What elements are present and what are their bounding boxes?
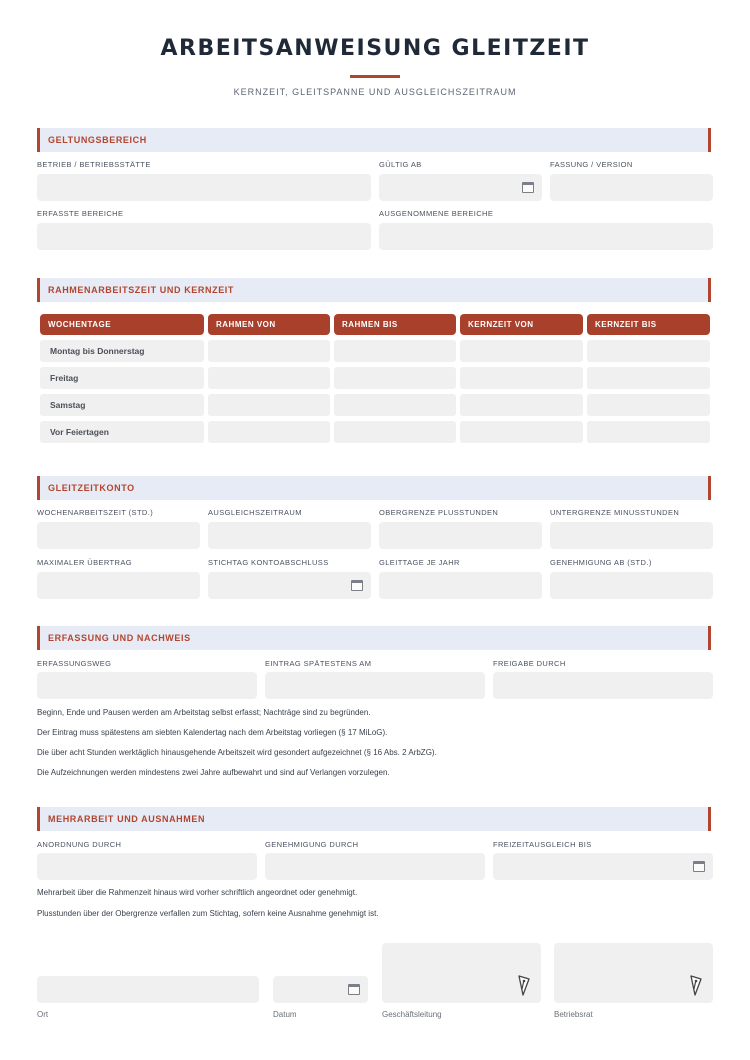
column-header-kernzeit-von: KERNZEIT VON — [460, 314, 583, 335]
fassung-field[interactable] — [550, 174, 713, 201]
label-freigabe-durch: FREIGABE DURCH — [493, 659, 566, 668]
label-betrieb: BETRIEB / BETRIEBSSTÄTTE — [37, 160, 151, 169]
ausgleichszeitraum-field[interactable] — [208, 522, 371, 549]
calendar-icon[interactable] — [351, 580, 363, 591]
maximaler-uebertrag-field[interactable] — [37, 572, 200, 599]
section-header-rahmenarbeitszeit — [37, 278, 711, 302]
section-header-geltungsbereich — [37, 128, 711, 152]
ort-field[interactable] — [37, 976, 259, 1003]
signature-label-betriebsrat: Betriebsrat — [554, 1010, 593, 1019]
label-anordnung-durch: ANORDNUNG DURCH — [37, 840, 122, 849]
signature-label-geschaeftsleitung: Geschäftsleitung — [382, 1010, 442, 1019]
label-untergrenze: UNTERGRENZE MINUSSTUNDEN — [550, 508, 680, 517]
genehmigung-durch-field[interactable] — [265, 853, 485, 880]
calendar-icon[interactable] — [348, 984, 360, 995]
table-cell[interactable] — [208, 340, 330, 362]
table-cell[interactable] — [208, 394, 330, 416]
calendar-icon[interactable] — [693, 861, 705, 872]
label-erfasste-bereiche: ERFASSTE BEREICHE — [37, 209, 124, 218]
table-cell[interactable] — [460, 340, 583, 362]
erfassungsweg-field[interactable] — [37, 672, 257, 699]
obergrenze-field[interactable] — [379, 522, 542, 549]
title-divider — [350, 75, 400, 78]
section-title: GLEITZEITKONTO — [48, 483, 135, 493]
section-title: MEHRARBEIT UND AUSNAHMEN — [48, 814, 206, 824]
label-maximaler-uebertrag: MAXIMALER ÜBERTRAG — [37, 558, 132, 567]
table-cell[interactable] — [208, 421, 330, 443]
column-header-rahmen-von: RAHMEN VON — [208, 314, 330, 335]
section-header-erfassung — [37, 626, 711, 650]
label-obergrenze: OBERGRENZE PLUSSTUNDEN — [379, 508, 499, 517]
label-genehmigung-ab: GENEHMIGUNG AB (STD.) — [550, 558, 652, 567]
note-text: Beginn, Ende und Pausen werden am Arbeitstag selbst erfasst; Nachträge sind zu begründen. — [37, 708, 371, 717]
note-text: Die Aufzeichnungen werden mindestens zwei Jahre aufbewahrt und sind auf Verlangen vorzulegen. — [37, 768, 390, 777]
label-freizeitausgleich-bis: FREIZEITAUSGLEICH BIS — [493, 840, 592, 849]
section-header-gleitzeitkonto — [37, 476, 711, 500]
table-row-label: Montag bis Donnerstag — [40, 340, 204, 362]
table-cell[interactable] — [587, 394, 710, 416]
table-cell[interactable] — [587, 421, 710, 443]
betrieb-field[interactable] — [37, 174, 371, 201]
column-header-rahmen-bis: RAHMEN BIS — [334, 314, 456, 335]
section-title: ERFASSUNG UND NACHWEIS — [48, 633, 191, 643]
table-cell[interactable] — [460, 394, 583, 416]
genehmigung-ab-field[interactable] — [550, 572, 713, 599]
section-title: RAHMENARBEITSZEIT UND KERNZEIT — [48, 285, 234, 295]
pen-nib-icon — [517, 973, 531, 997]
wochenarbeitszeit-field[interactable] — [37, 522, 200, 549]
label-wochenarbeitszeit: WOCHENARBEITSZEIT (STD.) — [37, 508, 154, 517]
table-cell[interactable] — [334, 367, 456, 389]
table-cell[interactable] — [334, 340, 456, 362]
table-cell[interactable] — [460, 421, 583, 443]
label-fassung: FASSUNG / VERSION — [550, 160, 633, 169]
table-cell[interactable] — [460, 367, 583, 389]
signature-betriebsrat[interactable] — [554, 943, 713, 1003]
table-cell[interactable] — [334, 421, 456, 443]
table-row-label: Freitag — [40, 367, 204, 389]
datum-field[interactable] — [273, 976, 368, 1003]
label-gueltig-ab: GÜLTIG AB — [379, 160, 422, 169]
signature-geschaeftsleitung[interactable] — [382, 943, 541, 1003]
section-title: GELTUNGSBEREICH — [48, 135, 147, 145]
label-stichtag: STICHTAG KONTOABSCHLUSS — [208, 558, 329, 567]
page-subtitle: KERNZEIT, GLEITSPANNE UND AUSGLEICHSZEITRAUM — [233, 87, 517, 97]
table-cell[interactable] — [587, 340, 710, 362]
freizeitausgleich-bis-field[interactable] — [493, 853, 713, 880]
table-cell[interactable] — [587, 367, 710, 389]
freigabe-durch-field[interactable] — [493, 672, 713, 699]
eintrag-spaetestens-field[interactable] — [265, 672, 485, 699]
label-gleittage: GLEITTAGE JE JAHR — [379, 558, 460, 567]
erfasste-bereiche-field[interactable] — [37, 223, 371, 250]
section-header-mehrarbeit — [37, 807, 711, 831]
untergrenze-field[interactable] — [550, 522, 713, 549]
ausgenommene-bereiche-field[interactable] — [379, 223, 713, 250]
gleittage-field[interactable] — [379, 572, 542, 599]
label-eintrag-spaetestens: EINTRAG SPÄTESTENS AM — [265, 659, 372, 668]
signature-label-datum: Datum — [273, 1010, 297, 1019]
page-title: ARBEITSANWEISUNG GLEITZEIT — [160, 36, 590, 61]
column-header-wochentage: WOCHENTAGE — [40, 314, 204, 335]
calendar-icon[interactable] — [522, 182, 534, 193]
note-text: Die über acht Stunden werktäglich hinausgehende Arbeitszeit wird gesondert aufgezeichnet (§ 16 Abs. 2 ArbZG). — [37, 748, 437, 757]
label-erfassungsweg: ERFASSUNGSWEG — [37, 659, 112, 668]
table-cell[interactable] — [334, 394, 456, 416]
note-text: Mehrarbeit über die Rahmenzeit hinaus wird vorher schriftlich angeordnet oder genehmigt. — [37, 888, 358, 897]
label-ausgleichszeitraum: AUSGLEICHSZEITRAUM — [208, 508, 302, 517]
label-ausgenommene-bereiche: AUSGENOMMENE BEREICHE — [379, 209, 494, 218]
gueltig-ab-field[interactable] — [379, 174, 542, 201]
table-row-label: Vor Feiertagen — [40, 421, 204, 443]
table-cell[interactable] — [208, 367, 330, 389]
note-text: Plusstunden über der Obergrenze verfallen zum Stichtag, sofern keine Ausnahme genehmigt ist. — [37, 909, 379, 918]
note-text: Der Eintrag muss spätestens am siebten Kalendertag nach dem Arbeitstag vorliegen (§ 17 MiLoG). — [37, 728, 388, 737]
signature-label-ort: Ort — [37, 1010, 49, 1019]
pen-nib-icon — [689, 973, 703, 997]
label-genehmigung-durch: GENEHMIGUNG DURCH — [265, 840, 359, 849]
column-header-kernzeit-bis: KERNZEIT BIS — [587, 314, 710, 335]
anordnung-durch-field[interactable] — [37, 853, 257, 880]
table-row-label: Samstag — [40, 394, 204, 416]
stichtag-field[interactable] — [208, 572, 371, 599]
